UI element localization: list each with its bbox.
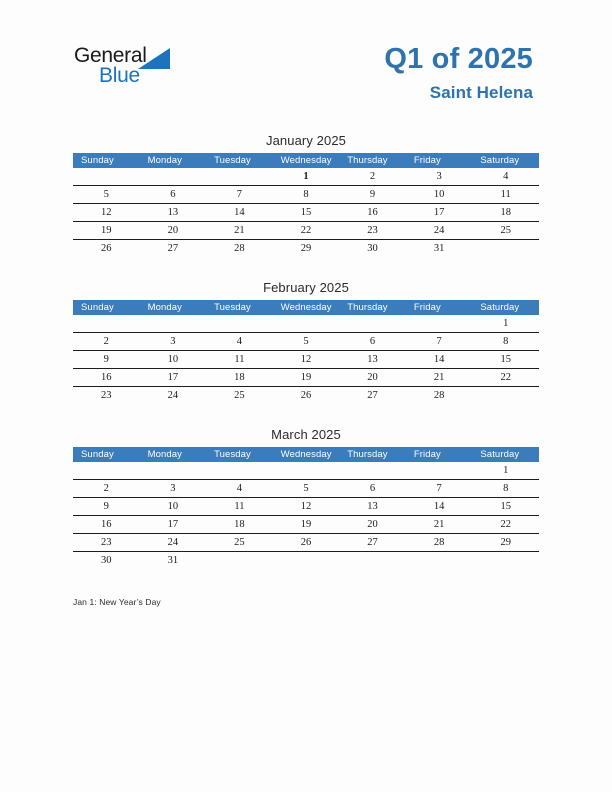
- weekday-header-monday: Monday: [140, 447, 207, 462]
- day-cell[interactable]: 23: [339, 222, 406, 240]
- week-row: [73, 462, 539, 480]
- day-cell[interactable]: 21: [406, 369, 473, 387]
- holiday-footnotes: [73, 596, 539, 609]
- month-block: [73, 427, 539, 569]
- day-cell[interactable]: 26: [273, 534, 340, 552]
- day-cell[interactable]: 7: [206, 186, 273, 204]
- day-cell-empty: [339, 462, 406, 480]
- day-cell[interactable]: 19: [273, 516, 340, 534]
- day-cell[interactable]: 4: [206, 333, 273, 351]
- week-row: [73, 186, 539, 204]
- weekday-header-row: [73, 447, 539, 462]
- weekday-header-wednesday: Wednesday: [273, 300, 340, 315]
- day-cell[interactable]: 19: [73, 222, 140, 240]
- day-cell[interactable]: 1: [472, 315, 539, 333]
- week-row: [73, 516, 539, 534]
- day-cell-empty: [472, 387, 539, 405]
- day-cell[interactable]: 22: [472, 516, 539, 534]
- day-cell[interactable]: 21: [206, 222, 273, 240]
- day-cell-empty: [73, 168, 140, 186]
- week-row: [73, 240, 539, 258]
- day-cell-empty: [472, 552, 539, 570]
- day-cell[interactable]: 5: [73, 186, 140, 204]
- month-grid: [73, 153, 539, 257]
- day-cell[interactable]: 5: [273, 480, 340, 498]
- day-cell[interactable]: 3: [140, 333, 207, 351]
- day-cell[interactable]: 7: [406, 333, 473, 351]
- week-row: [73, 387, 539, 405]
- day-cell[interactable]: 28: [433, 390, 445, 401]
- day-cell[interactable]: 20: [339, 369, 406, 387]
- week-row: [73, 480, 539, 498]
- day-cell-empty: [406, 552, 473, 570]
- day-cell-empty: [206, 315, 273, 333]
- month-block: [73, 133, 539, 257]
- week-row: [73, 369, 539, 387]
- day-cell[interactable]: 29: [300, 243, 312, 254]
- weekday-header-friday: Friday: [406, 153, 473, 168]
- day-cell[interactable]: 28: [406, 534, 473, 552]
- day-cell[interactable]: 10: [140, 498, 207, 516]
- day-cell[interactable]: 13: [339, 351, 406, 369]
- day-cell[interactable]: 27: [367, 390, 378, 401]
- day-cell[interactable]: 16: [339, 204, 406, 222]
- day-cell[interactable]: 20: [140, 222, 207, 240]
- day-cell[interactable]: 6: [140, 186, 207, 204]
- footnote-item: Jan 1: New Year’s Day: [73, 597, 161, 607]
- weekday-header-row: [73, 300, 539, 315]
- day-cell[interactable]: 25: [234, 390, 245, 401]
- brand-name-blue: Blue: [99, 64, 140, 87]
- day-cell[interactable]: 2: [73, 333, 140, 351]
- day-cell[interactable]: 11: [472, 186, 539, 204]
- day-cell[interactable]: 10: [406, 186, 473, 204]
- week-row: [73, 204, 539, 222]
- day-cell-empty: [206, 462, 273, 480]
- blue-right-triangle-icon: [138, 48, 170, 69]
- weekday-header-saturday: Saturday: [472, 300, 539, 315]
- weekday-header-thursday: Thursday: [339, 447, 406, 462]
- day-cell[interactable]: 15: [472, 498, 539, 516]
- weekday-header-sunday: Sunday: [73, 153, 140, 168]
- month-title: March 2025: [271, 427, 341, 442]
- day-cell-empty: [406, 462, 473, 480]
- day-cell[interactable]: 18: [206, 369, 273, 387]
- day-cell-empty: [140, 315, 207, 333]
- day-cell[interactable]: 11: [206, 498, 273, 516]
- month-block: [73, 280, 539, 404]
- day-cell[interactable]: 24: [167, 390, 179, 401]
- brand-name-general: General: [74, 44, 147, 67]
- brand-logo[interactable]: [74, 44, 184, 90]
- week-row: [73, 333, 539, 351]
- day-cell[interactable]: 19: [273, 369, 340, 387]
- day-cell[interactable]: 20: [339, 516, 406, 534]
- day-cell[interactable]: 11: [206, 351, 273, 369]
- day-cell-empty: [339, 315, 406, 333]
- weekday-header-tuesday: Tuesday: [206, 300, 273, 315]
- day-cell[interactable]: 30: [101, 555, 112, 566]
- day-cell[interactable]: 10: [140, 351, 207, 369]
- weekday-header-tuesday: Tuesday: [206, 447, 273, 462]
- day-cell-empty: [472, 240, 539, 258]
- day-cell[interactable]: 8: [472, 333, 539, 351]
- week-row: [73, 168, 539, 186]
- day-cell[interactable]: 1: [273, 168, 340, 186]
- weekday-header-thursday: Thursday: [339, 300, 406, 315]
- weekday-header-saturday: Saturday: [472, 153, 539, 168]
- day-cell[interactable]: 3: [140, 480, 207, 498]
- week-row: [73, 351, 539, 369]
- day-cell[interactable]: 13: [140, 204, 207, 222]
- week-row: [73, 534, 539, 552]
- month-grid: [73, 300, 539, 404]
- day-cell-empty: [73, 462, 140, 480]
- day-cell[interactable]: 18: [472, 204, 539, 222]
- weekday-header-friday: Friday: [406, 447, 473, 462]
- day-cell[interactable]: 12: [273, 351, 340, 369]
- day-cell[interactable]: 2: [339, 168, 406, 186]
- day-cell[interactable]: 21: [406, 516, 473, 534]
- day-cell[interactable]: 5: [273, 333, 340, 351]
- day-cell[interactable]: 31: [433, 243, 445, 254]
- day-cell[interactable]: 14: [406, 498, 473, 516]
- day-cell[interactable]: 9: [339, 186, 406, 204]
- day-cell-empty: [206, 552, 273, 570]
- page-title: Q1 of 2025: [384, 43, 533, 75]
- day-cell-empty: [73, 315, 140, 333]
- weekday-header-tuesday: Tuesday: [206, 153, 273, 168]
- day-cell-empty: [406, 315, 473, 333]
- day-cell[interactable]: 17: [140, 369, 207, 387]
- page-header: [0, 0, 612, 120]
- weekday-header-saturday: Saturday: [472, 447, 539, 462]
- day-cell-empty: [273, 552, 340, 570]
- day-cell[interactable]: 16: [73, 516, 140, 534]
- day-cell[interactable]: 8: [472, 480, 539, 498]
- day-cell[interactable]: 24: [406, 222, 473, 240]
- day-cell[interactable]: 2: [73, 480, 140, 498]
- day-cell-empty: [140, 168, 207, 186]
- day-cell[interactable]: 1: [472, 462, 539, 480]
- day-cell[interactable]: 27: [339, 534, 406, 552]
- day-cell[interactable]: 22: [472, 369, 539, 387]
- calendar-months: [73, 133, 539, 592]
- weekday-header-thursday: Thursday: [339, 153, 406, 168]
- week-row: [73, 315, 539, 333]
- day-cell[interactable]: 4: [206, 480, 273, 498]
- day-cell[interactable]: 7: [406, 480, 473, 498]
- day-cell[interactable]: 31: [167, 555, 179, 566]
- month-title: January 2025: [266, 133, 346, 148]
- day-cell-empty: [339, 552, 406, 570]
- page-subtitle: Saint Helena: [429, 83, 533, 102]
- month-grid: [73, 447, 539, 569]
- day-cell[interactable]: 17: [140, 516, 207, 534]
- day-cell[interactable]: 12: [273, 498, 340, 516]
- weekday-header-friday: Friday: [406, 300, 473, 315]
- day-cell[interactable]: 14: [406, 351, 473, 369]
- weekday-header-monday: Monday: [140, 300, 207, 315]
- day-cell[interactable]: 27: [167, 243, 179, 254]
- day-cell[interactable]: 29: [472, 534, 539, 552]
- weekday-header-sunday: Sunday: [73, 447, 140, 462]
- day-cell[interactable]: 6: [339, 333, 406, 351]
- weekday-header-wednesday: Wednesday: [273, 447, 340, 462]
- day-cell[interactable]: 14: [206, 204, 273, 222]
- day-cell[interactable]: 22: [273, 222, 340, 240]
- week-row: [73, 498, 539, 516]
- weekday-header-monday: Monday: [140, 153, 207, 168]
- day-cell[interactable]: 23: [101, 390, 112, 401]
- day-cell[interactable]: 9: [73, 498, 140, 516]
- day-cell[interactable]: 13: [339, 498, 406, 516]
- day-cell[interactable]: 3: [406, 168, 473, 186]
- day-cell[interactable]: 25: [472, 222, 539, 240]
- month-title: February 2025: [263, 280, 349, 295]
- weekday-header-wednesday: Wednesday: [273, 153, 340, 168]
- day-cell[interactable]: 23: [73, 534, 140, 552]
- day-cell[interactable]: 6: [339, 480, 406, 498]
- day-cell[interactable]: 15: [472, 351, 539, 369]
- day-cell[interactable]: 12: [73, 204, 140, 222]
- day-cell[interactable]: 28: [234, 243, 245, 254]
- day-cell-empty: [140, 462, 207, 480]
- day-cell-empty: [273, 462, 340, 480]
- day-cell[interactable]: 17: [406, 204, 473, 222]
- day-cell[interactable]: 4: [472, 168, 539, 186]
- weekday-header-row: [73, 153, 539, 168]
- week-row: [73, 552, 539, 570]
- day-cell[interactable]: 8: [273, 186, 340, 204]
- day-cell[interactable]: 26: [101, 243, 112, 254]
- weekday-header-sunday: Sunday: [73, 300, 140, 315]
- day-cell-empty: [206, 168, 273, 186]
- day-cell[interactable]: 25: [206, 534, 273, 552]
- day-cell[interactable]: 24: [140, 534, 207, 552]
- title-block: [384, 42, 533, 104]
- day-cell[interactable]: 26: [300, 390, 312, 401]
- day-cell[interactable]: 16: [73, 369, 140, 387]
- week-row: [73, 222, 539, 240]
- day-cell[interactable]: 15: [273, 204, 340, 222]
- day-cell[interactable]: 18: [206, 516, 273, 534]
- day-cell-empty: [273, 315, 340, 333]
- day-cell[interactable]: 9: [73, 351, 140, 369]
- day-cell[interactable]: 30: [367, 243, 378, 254]
